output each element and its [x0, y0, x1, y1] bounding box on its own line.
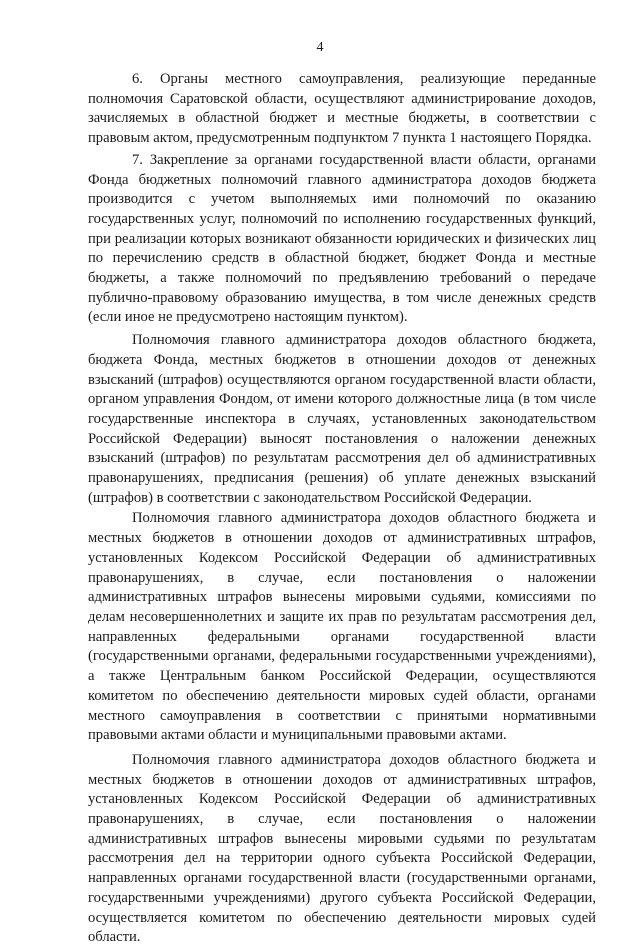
paragraph-item-6: 6. Органы местного самоуправления, реализующие переданные полномочия Саратовской области, осуществляют администрирование доходов, зачисляемых в областной бюджет и местные бюджеты, в соответствии с правовым актом, предусмотренным подпунктом 7 пункта 1 настоящего Порядка. [88, 71, 596, 147]
page-number: 4 [316, 40, 324, 55]
paragraph-admin-fines-magistrates: Полномочия главного администратора доходов областного бюджета и местных бюджетов в отношении доходов от административных штрафов, установленных Кодексом Российской Федерации об административных правонарушениях, в случае, если постановления о наложении административных штрафов вынесены мировыми судьями, комиссиями по делам несовершеннолетних и защите их прав по результатам рассмотрения дел, направленных федеральными органами государственной власти (государственными органами, федеральными государственными учреждениями), а также Центральным банком Российской Федерации, осуществляются комитетом по обеспечению деятельности мировых судей области, органами местного самоуправления в соответствии с принятыми нормативными правовыми актами области и муниципальными правовыми актами. [88, 510, 596, 744]
paragraph-fines-authority: Полномочия главного администратора доходов областного бюджета, бюджета Фонда, местных бюджетов в отношении доходов от денежных взысканий (штрафов) осуществляются органом государственной власти области, органом управления Фондом, от имени которого должностные лица (в том числе государственные инспектора в случаях, установленных законодательством Российской Федерации) выносят постановления о наложении денежных взысканий (штрафов) по результатам рассмотрения дел об административных правонарушениях, предписания (решения) об уплате денежных взысканий (штрафов) в соответствии с законодательством Российской Федерации. [88, 332, 596, 506]
paragraph-item-7: 7. Закрепление за органами государственной власти области, органами Фонда бюджетных полномочий главного администратора доходов бюджета производится с учетом выполняемых ими полномочий по оказанию государственных услуг, полномочий по исполнению государственных функций, при реализации которых возникают обязанности юридических и физических лиц по перечислению средств в областной бюджет, бюджет Фонда и местные бюджеты, а также полномочий по предъявлению требований о передаче публично-правовому образованию имущества, в том числе денежных средств (если иное не предусмотрено настоящим пунктом). [88, 151, 596, 326]
document-body [88, 70, 596, 948]
paragraph-admin-fines-other-subject: Полномочия главного администратора доходов областного бюджета и местных бюджетов в отношении доходов от административных штрафов, установленных Кодексом Российской Федерации об административных правонарушениях, в случае, если постановления о наложении административных штрафов вынесены мировыми судьями по результатам рассмотрения дел на территории одного субъекта Российской Федерации, направленных органами государственной власти (государственными органами, государственными учреждениями) другого субъекта Российской Федерации, осуществляется комитетом по обеспечению деятельности мировых судей области. [88, 751, 596, 946]
